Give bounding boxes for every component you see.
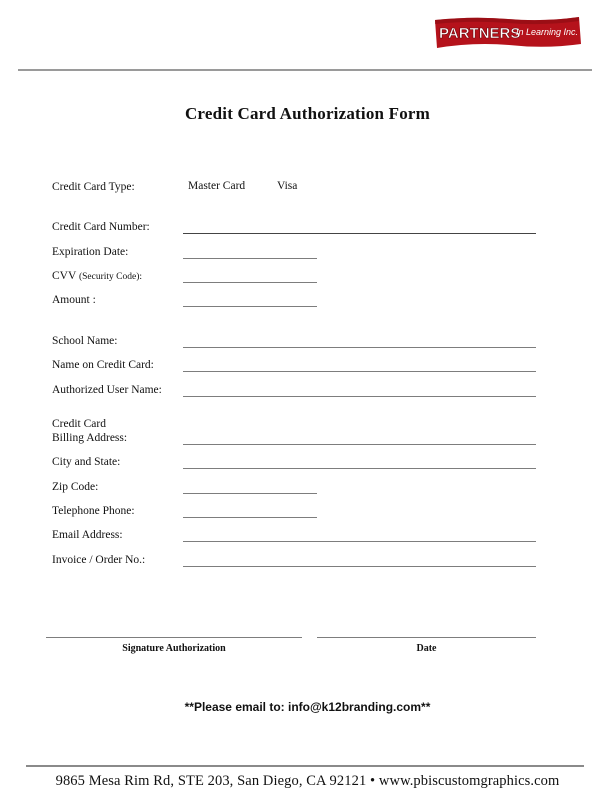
- expiration-date-field[interactable]: [183, 258, 317, 259]
- email-instruction: **Please email to: info@k12branding.com**: [184, 700, 431, 714]
- cvv-field[interactable]: [183, 282, 317, 283]
- signature-label: Signature Authorization: [122, 643, 226, 654]
- date-label: Date: [416, 643, 437, 654]
- partners-logo: [433, 14, 583, 52]
- card-type-option-mastercard[interactable]: Master Card: [188, 180, 246, 192]
- logo-banner-graphic: [433, 14, 583, 52]
- card-type-option-visa[interactable]: Visa: [277, 180, 298, 192]
- billing-address-label-line2: Billing Address:: [52, 432, 128, 444]
- city-state-label: City and State:: [52, 456, 121, 468]
- zip-code-field[interactable]: [183, 493, 317, 494]
- card-number-label: Credit Card Number:: [52, 221, 150, 233]
- telephone-field[interactable]: [183, 517, 317, 518]
- invoice-order-label: Invoice / Order No.:: [52, 554, 146, 566]
- name-on-card-label: Name on Credit Card:: [52, 359, 154, 371]
- form-title: Credit Card Authorization Form: [184, 104, 431, 123]
- billing-address-label-line1: Credit Card: [52, 418, 106, 430]
- svg-text:In Learning Inc.: In Learning Inc.: [516, 27, 579, 37]
- city-state-field[interactable]: [183, 468, 536, 469]
- authorized-user-field[interactable]: [183, 396, 536, 397]
- header-divider: [18, 69, 592, 71]
- card-number-field[interactable]: [183, 233, 536, 234]
- cvv-label-text: CVV: [52, 270, 77, 282]
- footer-address: 9865 Mesa Rim Rd, STE 203, San Diego, CA 92121 • www.pbiscustomgraphics.com: [55, 773, 560, 789]
- footer-divider: [26, 765, 584, 767]
- amount-field[interactable]: [183, 306, 317, 307]
- authorized-user-label: Authorized User Name:: [52, 384, 162, 396]
- email-address-label: Email Address:: [52, 529, 123, 541]
- cvv-note: (Security Code):: [78, 272, 143, 282]
- cvv-label: [52, 269, 142, 284]
- signature-field[interactable]: [46, 637, 302, 638]
- svg-text:PARTNERS: PARTNERS: [439, 25, 521, 42]
- date-field[interactable]: [317, 637, 536, 638]
- billing-address-field[interactable]: [183, 444, 536, 445]
- school-name-label: School Name:: [52, 335, 118, 347]
- zip-code-label: Zip Code:: [52, 481, 99, 493]
- school-name-field[interactable]: [183, 347, 536, 348]
- amount-label: Amount :: [52, 294, 96, 306]
- telephone-label: Telephone Phone:: [52, 505, 135, 517]
- email-address-field[interactable]: [183, 541, 536, 542]
- expiration-date-label: Expiration Date:: [52, 246, 129, 258]
- name-on-card-field[interactable]: [183, 371, 536, 372]
- card-type-label: Credit Card Type:: [52, 181, 135, 193]
- invoice-order-field[interactable]: [183, 566, 536, 567]
